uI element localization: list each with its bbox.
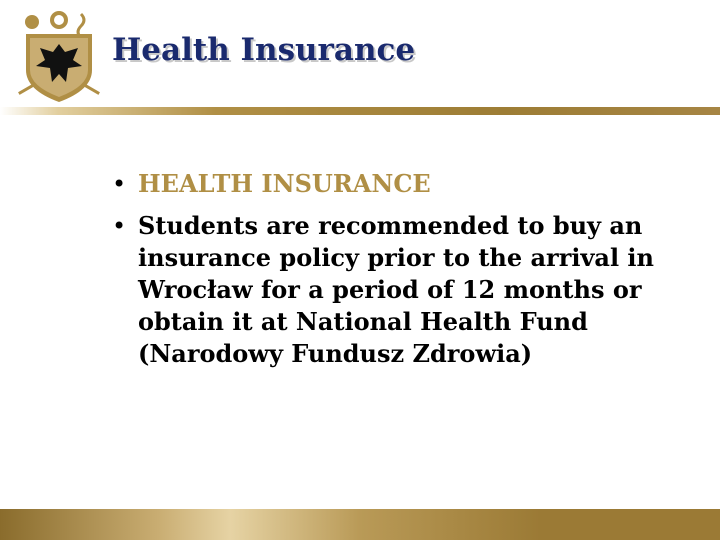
bullet-marker: • — [112, 212, 127, 240]
bullet-marker: • — [112, 170, 127, 198]
bullet-item — [112, 168, 702, 200]
bottom-gold-band — [0, 509, 720, 540]
bullet-item — [112, 210, 702, 370]
university-crest-logo — [18, 8, 100, 104]
top-divider — [0, 107, 720, 115]
bullet-text: HEALTH INSURANCE — [138, 169, 431, 198]
bullet-text: Students are recommended to buy an insurance policy prior to the arrival in Wrocław for a period of 12 months or obtain it at National Health Fund (Narodowy Fundusz Zdrowia) — [138, 211, 654, 368]
slide-content — [112, 168, 702, 380]
slide-title: Health Insurance — [112, 32, 416, 68]
